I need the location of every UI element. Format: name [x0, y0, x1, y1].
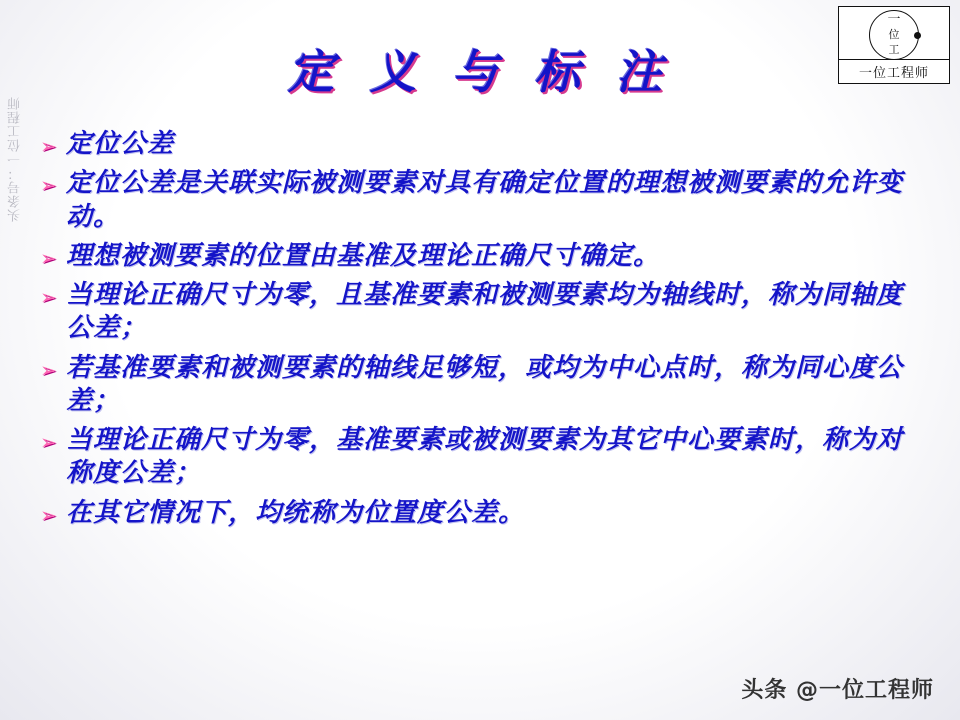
list-item-text: 当理论正确尺寸为零，且基准要素和被测要素均为轴线时，称为同轴度公差；	[66, 280, 904, 344]
list-item-text: 定位公差是关联实际被测要素对具有确定位置的理想被测要素的允许变动。	[66, 168, 904, 232]
arrow-bullet-icon: ➢	[40, 285, 57, 310]
logo-char-mid: 位	[888, 28, 900, 41]
arrow-bullet-icon: ➢	[40, 502, 57, 527]
footer-watermark: 头条 @一位工程师	[741, 678, 934, 703]
bullet-list	[40, 128, 920, 536]
arrow-bullet-icon: ➢	[40, 173, 57, 198]
arrow-bullet-icon: ➢	[40, 357, 57, 382]
list-item-text: 定位公差	[66, 129, 175, 159]
list-item	[40, 497, 920, 530]
list-item	[40, 128, 920, 161]
list-item	[40, 352, 920, 419]
page-title: 定 义 与 标 注	[287, 45, 673, 99]
list-item-text: 若基准要素和被测要素的轴线足够短，或均为中心点时，称为同心度公差；	[66, 352, 904, 416]
watermark-left: 头条号：一位工程师	[8, 96, 23, 222]
arrow-bullet-icon: ➢	[40, 134, 57, 158]
logo-char-bottom: 工	[888, 43, 900, 56]
arrow-bullet-icon: ➢	[40, 430, 57, 455]
list-item	[40, 424, 920, 491]
list-item-text: 在其它情况下，均统称为位置度公差。	[66, 497, 526, 528]
list-item-text: 理想被测要素的位置由基准及理论正确尺寸确定。	[66, 240, 661, 271]
arrow-bullet-icon: ➢	[40, 245, 57, 270]
logo-char-top: 一	[887, 12, 901, 27]
list-item-text: 当理论正确尺寸为零，基准要素或被测要素为其它中心要素时，称为对称度公差；	[66, 425, 904, 489]
list-item	[40, 167, 920, 234]
list-item	[40, 240, 920, 273]
logo-caption: 一位工程师	[839, 59, 949, 81]
list-item	[40, 279, 920, 346]
